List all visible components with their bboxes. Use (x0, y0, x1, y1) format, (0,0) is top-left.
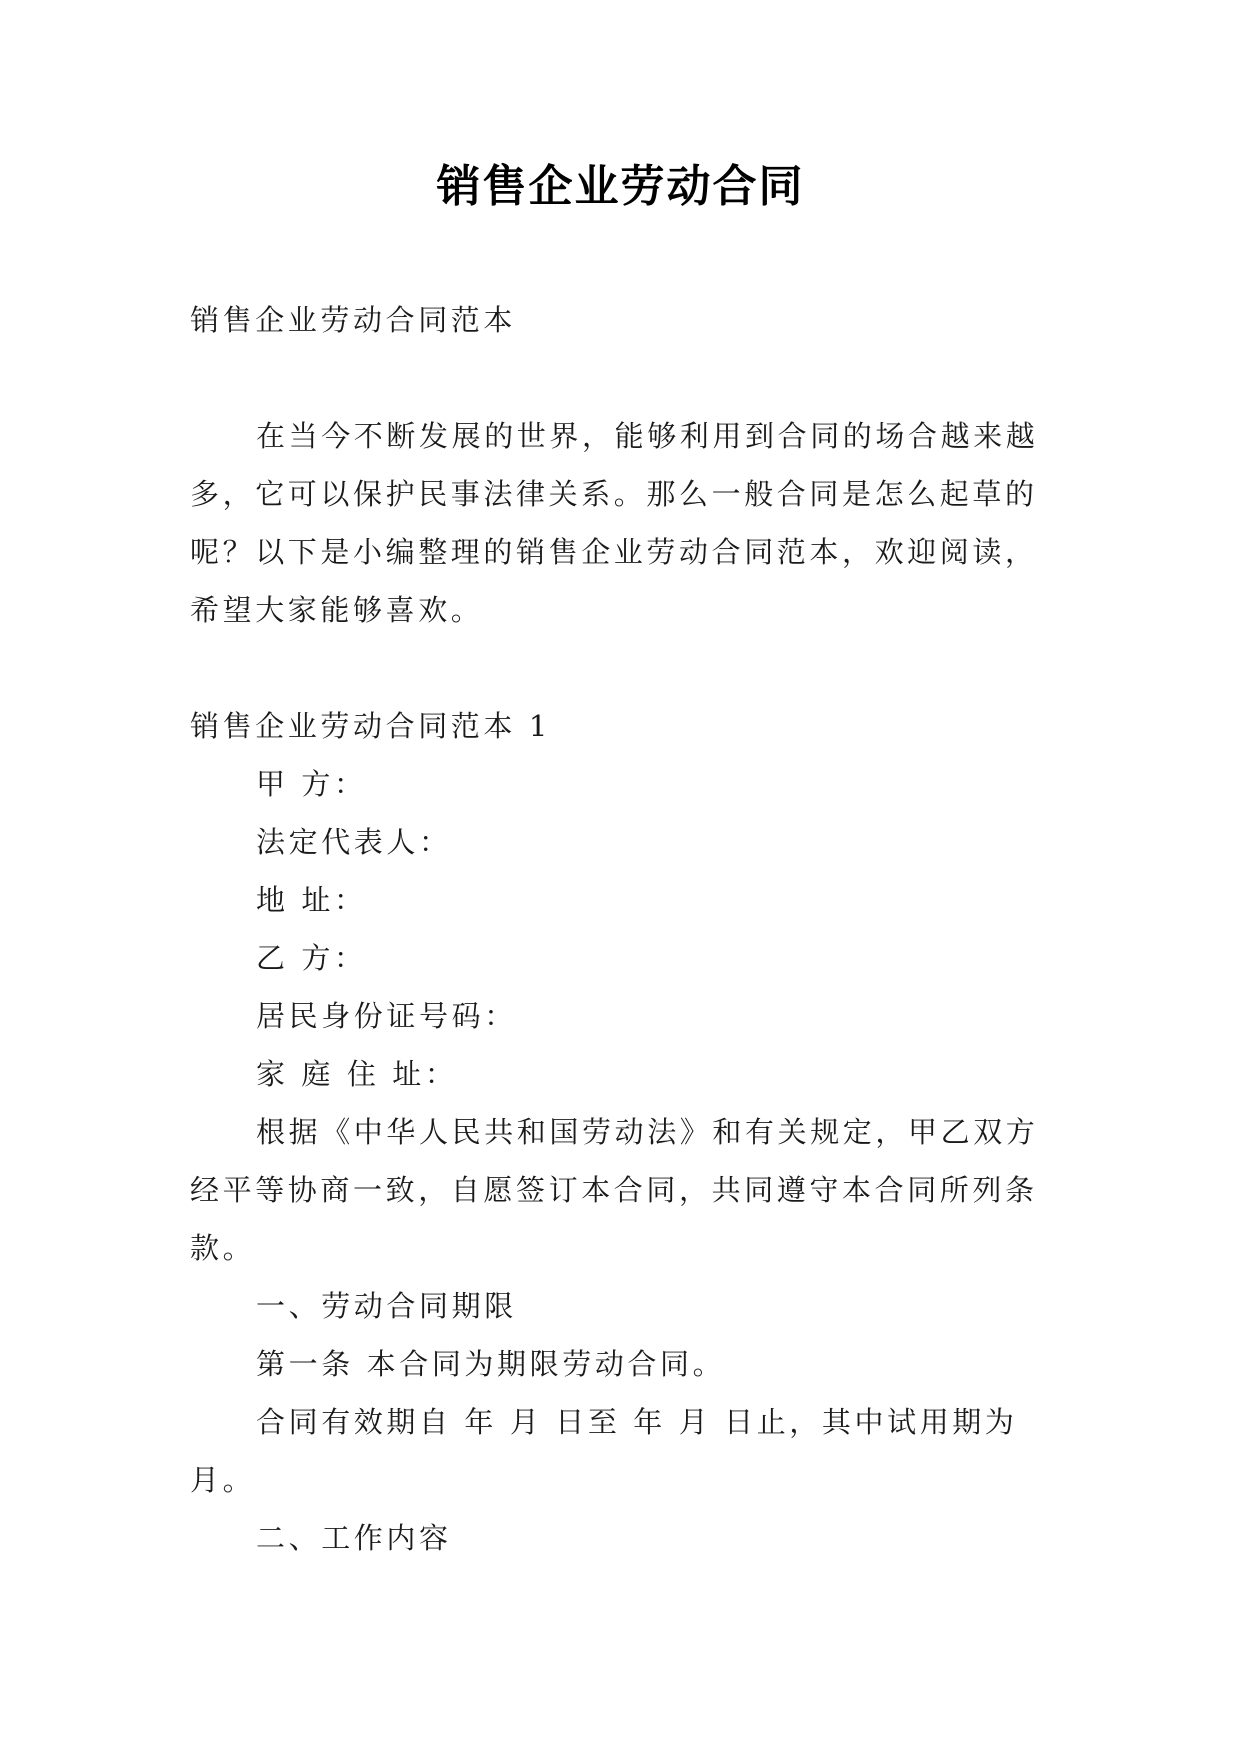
preamble-line: 经平等协商一致，自愿签订本合同，共同遵守本合同所列条 (190, 1173, 1038, 1207)
field-party-b: 乙 方： (256, 941, 367, 975)
preamble-line: 款。 (190, 1231, 256, 1265)
clause-1-article: 第一条 本合同为期限劳动合同。 (256, 1347, 726, 1381)
document-title: 销售企业劳动合同 (436, 161, 805, 212)
intro-paragraph (190, 407, 1070, 639)
spacer (190, 639, 1070, 697)
document-body (190, 291, 1070, 1567)
document-subtitle: 销售企业劳动合同范本 (190, 303, 517, 337)
preamble-paragraph (190, 1103, 1070, 1277)
intro-line: 希望大家能够喜欢。 (190, 593, 484, 627)
clause-1-heading: 一、劳动合同期限 (256, 1289, 517, 1323)
field-address: 地 址： (256, 883, 367, 917)
term-line: 合同有效期自 年 月 日至 年 月 日止，其中试用期为 (256, 1405, 1018, 1439)
intro-line: 多，它可以保护民事法律关系。那么一般合同是怎么起草的 (190, 477, 1038, 511)
intro-line: 在当今不断发展的世界，能够利用到合同的场合越来越 (256, 419, 1039, 453)
term-line: 月。 (190, 1463, 256, 1497)
preamble-line: 根据《中华人民共和国劳动法》和有关规定，甲乙双方 (256, 1115, 1039, 1149)
field-party-a: 甲 方： (256, 767, 367, 801)
section-title: 销售企业劳动合同范本 1 (190, 709, 551, 743)
party-fields (190, 755, 1070, 1103)
field-id-number: 居民身份证号码： (256, 999, 517, 1033)
field-home-address: 家 庭 住 址： (256, 1057, 458, 1091)
clause-2-heading: 二、工作内容 (256, 1521, 452, 1555)
clause-1-term-paragraph (190, 1393, 1070, 1509)
field-legal-representative: 法定代表人： (256, 825, 452, 859)
spacer (190, 349, 1070, 407)
intro-line: 呢？以下是小编整理的销售企业劳动合同范本，欢迎阅读， (190, 535, 1038, 569)
